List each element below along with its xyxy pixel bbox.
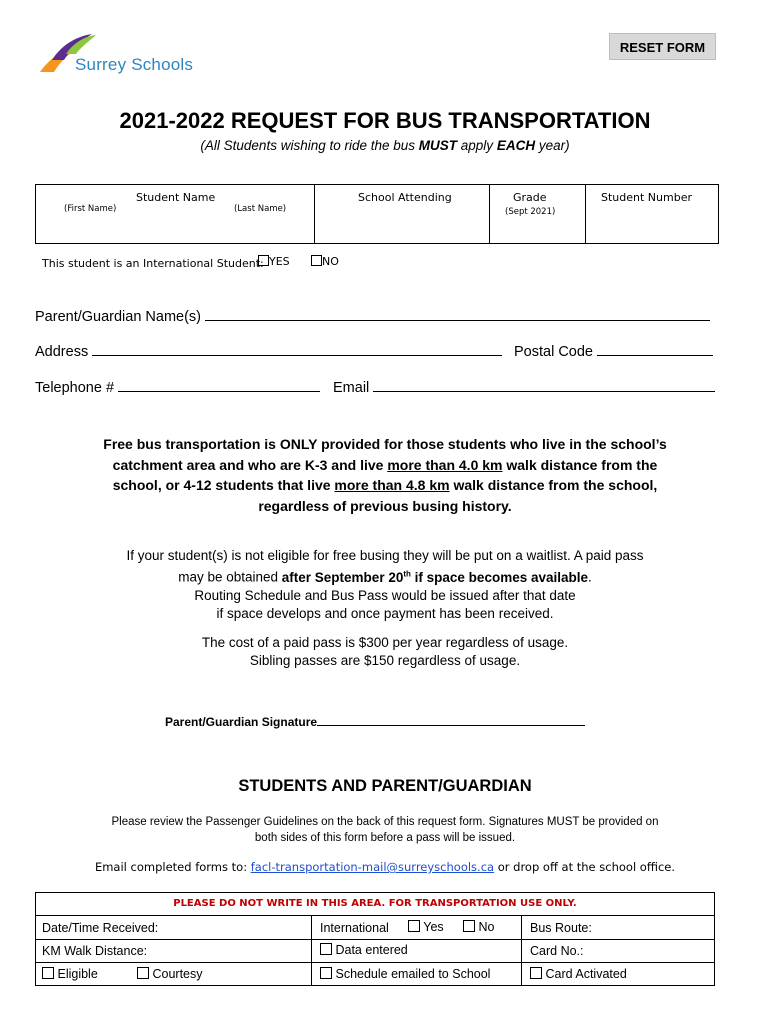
student-number-label: Student Number [601, 191, 692, 204]
card-activated-label: Card Activated [545, 967, 627, 981]
superscript: th [403, 569, 411, 578]
free-bus-line: regardless of previous busing history. [258, 497, 512, 514]
distance-k3: more than 4.0 km [387, 456, 503, 473]
office-use-warning: PLEASE DO NOT WRITE IN THIS AREA. FOR TRANSPORTATION USE ONLY. [173, 898, 577, 909]
page-subtitle [0, 138, 770, 153]
schedule-emailed-option[interactable] [320, 967, 490, 981]
yes-label: YES [269, 255, 290, 268]
free-bus-line [40, 455, 730, 476]
table-divider [36, 915, 714, 916]
table-divider [311, 915, 312, 985]
subtitle-must: MUST [418, 138, 458, 153]
cost-line: Sibling passes are $150 regardless of usage. [249, 653, 521, 668]
date-time-received-label: Date/Time Received: [42, 921, 159, 935]
text: Email completed forms to: [94, 860, 251, 874]
subtitle-each: EACH [496, 138, 536, 153]
section-title: STUDENTS AND PARENT/GUARDIAN [238, 777, 532, 795]
parent-guardian-row [35, 306, 710, 325]
review-line: both sides of this form before a pass will be issued. [254, 832, 516, 844]
data-entered-checkbox[interactable] [320, 943, 332, 955]
international-yes-option[interactable] [258, 255, 290, 268]
km-walk-distance-label: KM Walk Distance: [42, 944, 148, 958]
address-field[interactable] [92, 341, 502, 356]
postal-code-row [514, 341, 713, 360]
address-label: Address [35, 344, 89, 360]
student-name-label: Student Name [136, 191, 216, 204]
office-yes-option[interactable] [408, 920, 444, 934]
schedule-emailed-checkbox[interactable] [320, 967, 332, 979]
email-row [333, 377, 715, 396]
transportation-email-link[interactable]: facl-transportation-mail@surreyschools.ca [250, 860, 495, 874]
office-use-table [35, 892, 715, 986]
office-yes-label: Yes [423, 920, 444, 934]
office-no-checkbox[interactable] [463, 920, 475, 932]
courtesy-label: Courtesy [152, 967, 203, 981]
waitlist-line: If your student(s) is not eligible for free busing they will be put on a waitlist. A paid pass [126, 548, 644, 563]
telephone-label: Telephone # [35, 380, 115, 396]
free-bus-line: Free bus transportation is ONLY provided for those students who live in the school’s [103, 436, 667, 452]
free-bus-notice [40, 434, 730, 516]
text: walk distance from the [502, 456, 658, 473]
no-checkbox[interactable] [311, 255, 322, 266]
international-no-option[interactable] [311, 255, 339, 268]
waitlist-notice [60, 547, 710, 623]
table-divider [521, 915, 522, 985]
text: may be obtained [178, 569, 282, 585]
yes-checkbox[interactable] [258, 255, 269, 266]
email-field[interactable] [373, 377, 715, 392]
waitlist-line: if space develops and once payment has been received. [216, 605, 554, 621]
eligible-checkbox[interactable] [42, 967, 54, 979]
email-label: Email [333, 380, 370, 396]
signature-field[interactable] [317, 714, 585, 726]
parent-guardian-label: Parent/Guardian Name(s) [35, 309, 202, 325]
cost-line: The cost of a paid pass is $300 per year regardless of usage. [201, 635, 569, 650]
data-entered-label: Data entered [335, 943, 408, 957]
text: or drop off at the school office. [494, 860, 676, 874]
courtesy-checkbox[interactable] [137, 967, 149, 979]
parent-guardian-field[interactable] [205, 306, 710, 321]
table-divider [36, 939, 714, 940]
signature-label: Parent/Guardian Signature [165, 715, 318, 729]
waitlist-line [60, 565, 710, 587]
postal-code-field[interactable] [597, 341, 713, 356]
courtesy-option[interactable] [137, 967, 203, 981]
table-divider [585, 185, 586, 243]
cost-notice [60, 634, 710, 670]
logo-text: Surrey Schools [75, 55, 194, 74]
card-activated-checkbox[interactable] [530, 967, 542, 979]
distance-4-12: more than 4.8 km [334, 477, 450, 493]
telephone-field[interactable] [118, 377, 320, 392]
table-divider [36, 962, 714, 963]
grade-note-label: (Sept 2021) [505, 207, 556, 217]
table-divider [489, 185, 490, 243]
eligible-option[interactable] [42, 967, 98, 981]
waitlist-line: Routing Schedule and Bus Pass would be issued after that date [194, 587, 576, 603]
email-instructions [0, 860, 770, 874]
subtitle-before: (All Students wishing to ride the bus [200, 138, 419, 153]
eligible-label: Eligible [57, 967, 98, 981]
text: if space becomes available [410, 569, 589, 585]
address-row [35, 341, 502, 360]
office-international-label: International [320, 921, 389, 935]
office-yes-checkbox[interactable] [408, 920, 420, 932]
international-student-label: This student is an International Student: [42, 257, 264, 270]
grade-label: Grade [513, 191, 547, 204]
text: after September 20 [281, 569, 404, 585]
text: catchment area and who are K-3 and live [112, 456, 388, 473]
postal-code-label: Postal Code [514, 344, 593, 360]
telephone-row [35, 377, 320, 396]
data-entered-option[interactable] [320, 943, 408, 957]
schedule-emailed-label: Schedule emailed to School [335, 967, 491, 981]
bus-route-label: Bus Route: [530, 921, 592, 935]
last-name-label: (Last Name) [234, 204, 287, 214]
office-no-label: No [478, 920, 495, 934]
first-name-label: (First Name) [64, 204, 117, 214]
subtitle-middle: apply [457, 138, 497, 153]
review-notice [80, 814, 690, 846]
reset-form-button[interactable]: RESET FORM [609, 33, 716, 60]
school-attending-label: School Attending [358, 191, 452, 204]
card-activated-option[interactable] [530, 967, 627, 981]
text: walk distance from the school, [449, 477, 658, 493]
subtitle-after: year) [535, 138, 570, 153]
text: school, or 4-12 students that live [112, 477, 335, 493]
free-bus-line [40, 475, 730, 496]
no-label: NO [322, 255, 339, 268]
table-divider [314, 185, 315, 243]
signature-row [165, 714, 585, 729]
page-title: 2021-2022 REQUEST FOR BUS TRANSPORTATION [119, 108, 651, 133]
text: . [588, 569, 592, 585]
card-no-label: Card No.: [530, 944, 584, 958]
office-no-option[interactable] [463, 920, 494, 934]
student-info-table [35, 184, 719, 244]
review-line: Please review the Passenger Guidelines on the back of this request form. Signatures MUST be provided on [111, 816, 659, 828]
